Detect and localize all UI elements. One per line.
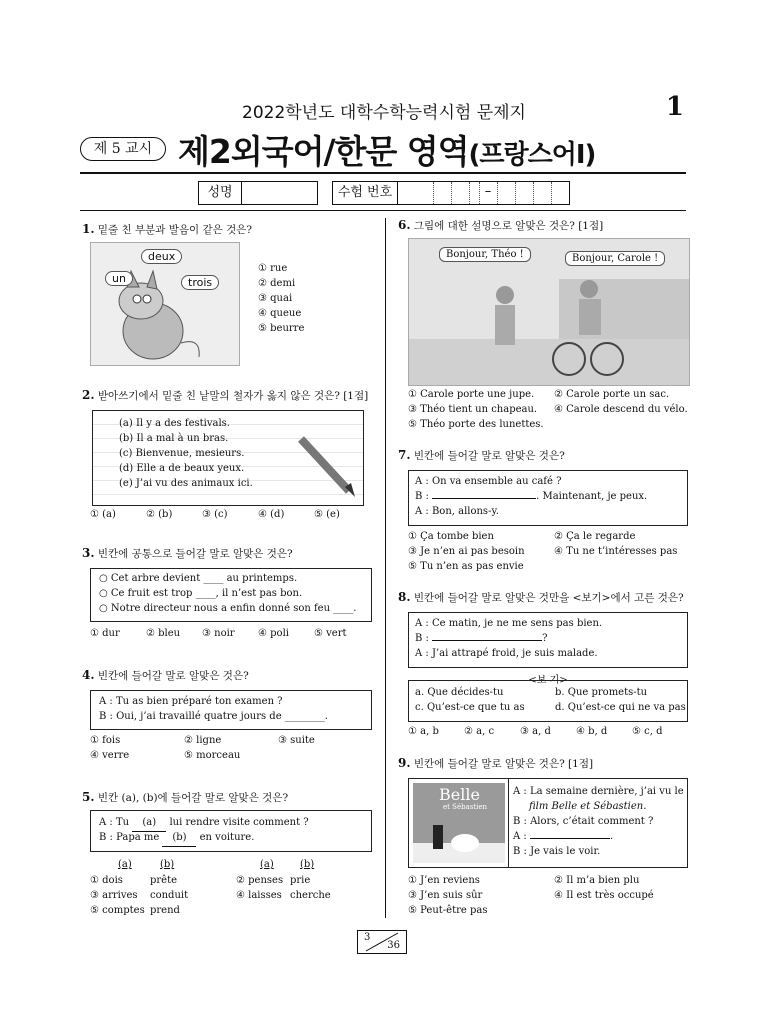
poster-subtitle: et Sébastien <box>443 803 488 811</box>
pencil-icon <box>293 431 363 501</box>
session-badge: 제 5 교시 <box>80 137 166 161</box>
q4-option-5[interactable]: ⑤ morceau <box>184 750 241 761</box>
q4-option-3[interactable]: ③ suite <box>278 735 315 746</box>
q5-option-3[interactable]: ③ arrives conduit <box>90 890 189 901</box>
q4-option-2[interactable]: ② ligne <box>184 735 222 746</box>
bogi-label: <보 기> <box>528 675 568 686</box>
bubble-trois: trois <box>181 275 219 290</box>
bogi-d: d. Qu’est-ce qui ne va pas <box>555 702 686 713</box>
q5-option-2[interactable]: ② penses prie <box>236 875 311 886</box>
q3-option-4[interactable]: ④ poli <box>258 628 289 639</box>
q3-line-3: ○ Notre directeur nous a enfin donné son feu ____. <box>99 603 357 614</box>
question-7: 7. 빈칸에 들어갈 말로 알맞은 것은? <box>398 448 565 462</box>
q9-option-5[interactable]: ⑤ Peut-être pas <box>408 905 488 916</box>
area-title: 제2외국어/한문 영역(프랑스어Ⅰ) <box>178 132 596 171</box>
q2-option-1[interactable]: ① (a) <box>90 509 116 520</box>
q7-option-4[interactable]: ④ Tu ne t’intéresses pas <box>554 546 678 557</box>
q9-line-4: A : . <box>513 831 614 842</box>
q3-option-3[interactable]: ③ noir <box>202 628 235 639</box>
q5-col-a-2: (a) <box>260 859 274 870</box>
question-6: 6. 그림에 대한 설명으로 알맞은 것은? [1점] <box>398 218 604 232</box>
q3-option-1[interactable]: ① dur <box>90 628 120 639</box>
question-2: 2. 받아쓰기에서 밑줄 친 낱말의 철자가 옳지 않은 것은? [1점] <box>82 388 369 402</box>
q4-box <box>90 690 372 730</box>
q2-line-a: (a) Il y a des festivals. <box>119 418 230 429</box>
q8-option-4[interactable]: ④ b, d <box>576 726 608 737</box>
q2-line-c: (c) Bienvenue, mesieurs. <box>119 448 245 459</box>
bubble-deux: deux <box>141 249 182 264</box>
q6-option-2[interactable]: ② Carole porte un sac. <box>554 389 670 400</box>
q9-line-1: A : La semaine dernière, j’ai vu le <box>513 786 684 797</box>
snow-scene-icon <box>413 813 505 863</box>
q6-option-3[interactable]: ③ Théo tient un chapeau. <box>408 404 538 415</box>
q8-line-b: B : ? <box>415 633 548 644</box>
header-rule-2 <box>80 210 686 211</box>
q1-option-4[interactable]: ④ queue <box>258 308 302 319</box>
q9-line-2: film Belle et Sébastien. <box>529 801 647 812</box>
exam-number-field[interactable]: 수험 번호 – <box>332 181 570 205</box>
question-3: 3. 빈칸에 공통으로 들어갈 말로 알맞은 것은? <box>82 546 293 560</box>
poster-title: Belle <box>439 785 480 804</box>
question-9: 9. 빈칸에 들어갈 말로 알맞은 것은? [1점] <box>398 756 594 770</box>
q8-line-a2: A : J’ai attrapé froid, je suis malade. <box>415 648 598 659</box>
movie-poster <box>413 783 505 863</box>
q8-option-5[interactable]: ⑤ c, d <box>632 726 663 737</box>
q2-option-3[interactable]: ③ (c) <box>202 509 228 520</box>
q5-box <box>90 810 372 852</box>
q4-option-4[interactable]: ④ verre <box>90 750 130 761</box>
q3-box <box>90 568 372 622</box>
q9-line-5: B : Je vais le voir. <box>513 846 601 857</box>
q6-option-5[interactable]: ⑤ Théo porte des lunettes. <box>408 419 544 430</box>
q5-option-4[interactable]: ④ laisses cherche <box>236 890 331 901</box>
question-8: 8. 빈칸에 들어갈 말로 알맞은 것만을 <보기>에서 고른 것은? <box>398 590 684 604</box>
q2-option-5[interactable]: ⑤ (e) <box>314 509 340 520</box>
q8-line-a1: A : Ce matin, je ne me sens pas bien. <box>415 618 603 629</box>
page-number: 1 <box>665 92 684 122</box>
bogi-a: a. Que décides-tu <box>415 687 504 698</box>
q3-option-2[interactable]: ② bleu <box>146 628 181 639</box>
q9-line-3: B : Alors, c’était comment ? <box>513 816 654 827</box>
wolf-illustration <box>90 242 240 366</box>
bubble-carole: Bonjour, Carole ! <box>565 251 665 266</box>
q9-option-4[interactable]: ④ Il est très occupé <box>554 890 654 901</box>
q1-option-2[interactable]: ② demi <box>258 278 296 289</box>
bogi-c: c. Qu’est-ce que tu as <box>415 702 525 713</box>
cycling-scene-illustration <box>408 238 690 386</box>
q7-line-b: B : . Maintenant, je peux. <box>415 491 648 502</box>
bubble-un: un <box>105 271 133 286</box>
exam-title: 2022학년도 대학수학능력시험 문제지 <box>242 103 526 123</box>
q1-option-5[interactable]: ⑤ beurre <box>258 323 305 334</box>
q9-option-3[interactable]: ③ J’en suis sûr <box>408 890 483 901</box>
q7-option-3[interactable]: ③ Je n’en ai pas besoin <box>408 546 525 557</box>
q2-option-2[interactable]: ② (b) <box>146 509 173 520</box>
question-4: 4. 빈칸에 들어갈 말로 알맞은 것은? <box>82 668 249 682</box>
q7-line-a1: A : On va ensemble au café ? <box>415 476 562 487</box>
q5-col-b-2: (b) <box>300 859 315 870</box>
q6-option-1[interactable]: ① Carole porte une jupe. <box>408 389 535 400</box>
q6-option-4[interactable]: ④ Carole descend du vélo. <box>554 404 688 415</box>
q3-line-2: ○ Ce fruit est trop ____, il n’est pas bon. <box>99 588 303 599</box>
q7-box <box>408 470 688 526</box>
q7-line-a2: A : Bon, allons-y. <box>415 506 499 517</box>
q2-line-b: (b) Il a mal à un bras. <box>119 433 229 444</box>
q2-line-d: (d) Elle a de beaux yeux. <box>119 463 245 474</box>
q2-option-4[interactable]: ④ (d) <box>258 509 285 520</box>
q8-box <box>408 612 688 668</box>
q4-line-b: B : Oui, j’ai travaillé quatre jours de ________. <box>99 711 328 722</box>
question-5: 5. 빈칸 (a), (b)에 들어갈 말로 알맞은 것은? <box>82 790 289 804</box>
q2-line-e: (e) J’ai vu des animaux ici. <box>119 478 253 489</box>
q1-option-3[interactable]: ③ quai <box>258 293 293 304</box>
q5-line-a: A : Tu (a) lui rendre visite comment ? <box>99 816 309 832</box>
dictation-notepad <box>92 410 364 506</box>
q3-line-1: ○ Cet arbre devient ____ au printemps. <box>99 573 298 584</box>
q8-option-1[interactable]: ① a, b <box>408 726 439 737</box>
q8-option-3[interactable]: ③ a, d <box>520 726 551 737</box>
q5-option-5[interactable]: ⑤ comptes prend <box>90 905 180 916</box>
q9-option-1[interactable]: ① J’en reviens <box>408 875 480 886</box>
q5-line-b: B : Papa me (b) en voiture. <box>99 831 254 847</box>
name-field[interactable]: 성명 <box>198 181 318 205</box>
bubble-theo: Bonjour, Théo ! <box>439 247 531 262</box>
q5-col-b: (b) <box>160 859 175 870</box>
page-indicator: 3 36 <box>357 930 407 954</box>
bogi-b: b. Que promets-tu <box>555 687 648 698</box>
column-divider <box>385 218 386 918</box>
q7-option-2[interactable]: ② Ça le regarde <box>554 531 636 542</box>
q5-col-a: (a) <box>118 859 132 870</box>
question-1: 1. 밑줄 친 부분과 발음이 같은 것은? <box>82 222 253 236</box>
q9-box <box>408 778 688 868</box>
q7-option-1[interactable]: ① Ça tombe bien <box>408 531 494 542</box>
bogi-box <box>408 680 688 722</box>
q7-option-5[interactable]: ⑤ Tu n’en as pas envie <box>408 561 524 572</box>
q4-option-1[interactable]: ① fois <box>90 735 121 746</box>
q8-option-2[interactable]: ② a, c <box>464 726 495 737</box>
q1-option-1[interactable]: ① rue <box>258 263 288 274</box>
q4-line-a: A : Tu as bien préparé ton examen ? <box>99 696 283 707</box>
q3-option-5[interactable]: ⑤ vert <box>314 628 347 639</box>
header-rule <box>80 172 686 174</box>
q9-option-2[interactable]: ② Il m’a bien plu <box>554 875 640 886</box>
q5-option-1[interactable]: ① dois prête <box>90 875 178 886</box>
